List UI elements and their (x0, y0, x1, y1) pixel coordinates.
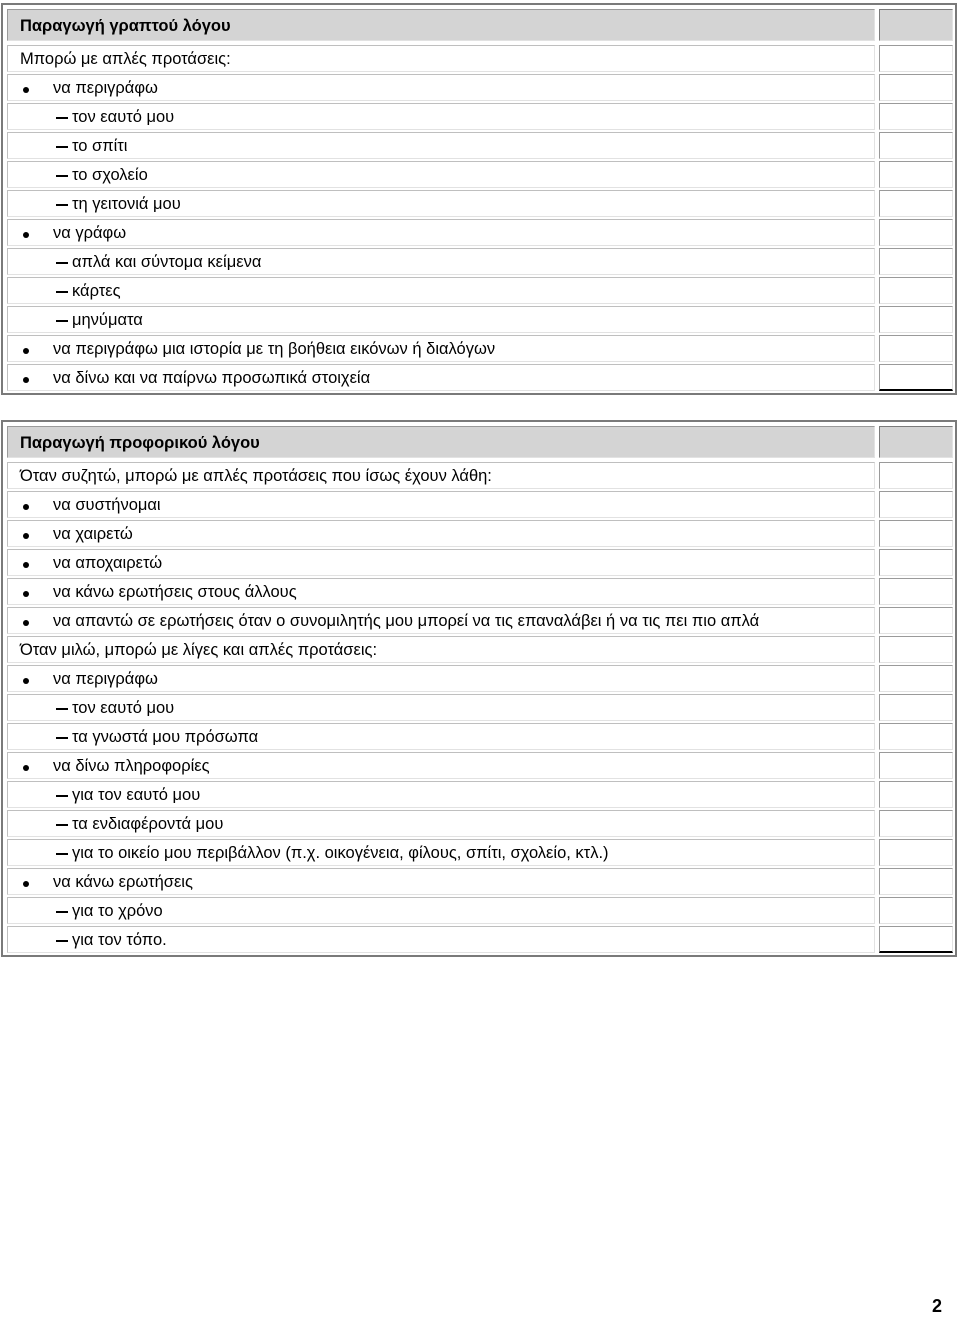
dash-icon (56, 117, 68, 119)
statement-text: τον εαυτό μου (72, 699, 175, 717)
checkbox-cell[interactable] (879, 897, 953, 924)
statement-cell (7, 926, 875, 953)
bullet-icon (23, 765, 29, 771)
statement-cell (7, 665, 875, 692)
dash-icon (56, 291, 68, 293)
statement-text: να περιγράφω (53, 79, 158, 97)
checkbox-cell[interactable] (879, 248, 953, 275)
statement-cell (7, 607, 875, 634)
checkbox-cell[interactable] (879, 462, 953, 489)
checklist-row (3, 462, 955, 491)
dash-icon (56, 911, 68, 913)
statement-text: τη γειτονιά μου (72, 195, 181, 213)
statement-text: για τον τόπο. (72, 931, 167, 949)
checkbox-cell[interactable] (879, 694, 953, 721)
checkbox-cell[interactable] (879, 74, 953, 101)
checklist-row (3, 248, 955, 277)
checklist-row (3, 839, 955, 868)
checkbox-cell[interactable] (879, 45, 953, 72)
checkbox-cell[interactable] (879, 549, 953, 576)
checkbox-cell[interactable] (879, 926, 953, 953)
header-box (879, 9, 953, 41)
checklist-row (3, 781, 955, 810)
statement-text: να δίνω και να παίρνω προσωπικά στοιχεία (53, 369, 371, 387)
statement-cell (7, 549, 875, 576)
statement-text: το σχολείο (72, 166, 148, 184)
statement-text: τα γνωστά μου πρόσωπα (72, 728, 259, 746)
bullet-icon (23, 232, 29, 238)
statement-cell (7, 335, 875, 362)
bullet-icon (23, 620, 29, 626)
checklist-row (3, 190, 955, 219)
bullet-icon (23, 533, 29, 539)
dash-icon (56, 204, 68, 206)
statement-cell (7, 636, 875, 663)
statement-text: απλά και σύντομα κείμενα (72, 253, 262, 271)
statement-text: Όταν μιλώ, μπορώ με λίγες και απλές προτάσεις: (20, 641, 378, 659)
bullet-icon (23, 504, 29, 510)
checklist-row (3, 74, 955, 103)
checkbox-cell[interactable] (879, 781, 953, 808)
checkbox-cell[interactable] (879, 868, 953, 895)
statement-text: για τον εαυτό μου (72, 786, 201, 804)
checkbox-cell[interactable] (879, 277, 953, 304)
checkbox-cell[interactable] (879, 810, 953, 837)
dash-icon (56, 708, 68, 710)
bullet-icon (23, 562, 29, 568)
statement-cell (7, 219, 875, 246)
checklist-row (3, 665, 955, 694)
statement-cell (7, 132, 875, 159)
checkbox-cell[interactable] (879, 161, 953, 188)
statement-cell (7, 248, 875, 275)
statement-text: να κάνω ερωτήσεις (53, 873, 193, 891)
dash-icon (56, 175, 68, 177)
checklist-row (3, 277, 955, 306)
checklist-row (3, 607, 955, 636)
statement-cell (7, 723, 875, 750)
statement-cell (7, 810, 875, 837)
checkbox-cell[interactable] (879, 219, 953, 246)
checkbox-cell[interactable] (879, 636, 953, 663)
statement-cell (7, 868, 875, 895)
statement-cell (7, 839, 875, 866)
statement-text: τον εαυτό μου (72, 108, 175, 126)
checklist-row (3, 132, 955, 161)
checklist-row (3, 219, 955, 248)
statement-text: να περιγράφω (53, 670, 158, 688)
checkbox-cell[interactable] (879, 578, 953, 605)
statement-text: για το χρόνο (72, 902, 163, 920)
bullet-icon (23, 348, 29, 354)
checklist-row (3, 335, 955, 364)
statement-cell (7, 190, 875, 217)
checklist-row (3, 45, 955, 74)
checklist-row (3, 103, 955, 132)
statement-cell (7, 45, 875, 72)
dash-icon (56, 940, 68, 942)
statement-cell (7, 306, 875, 333)
checkbox-cell[interactable] (879, 839, 953, 866)
checklist-row (3, 694, 955, 723)
dash-icon (56, 320, 68, 322)
dash-icon (56, 795, 68, 797)
checkbox-cell[interactable] (879, 520, 953, 547)
statement-cell (7, 752, 875, 779)
section-written-production (1, 3, 957, 395)
bullet-icon (23, 881, 29, 887)
dash-icon (56, 853, 68, 855)
checkbox-cell[interactable] (879, 491, 953, 518)
bullet-icon (23, 377, 29, 383)
checkbox-cell[interactable] (879, 723, 953, 750)
statement-text: να δίνω πληροφορίες (53, 757, 210, 775)
checklist-row (3, 636, 955, 665)
statement-text: να αποχαιρετώ (53, 554, 163, 572)
statement-text: να συστήνομαι (53, 496, 161, 514)
statement-cell (7, 520, 875, 547)
checkbox-cell[interactable] (879, 335, 953, 362)
statement-cell (7, 161, 875, 188)
statement-cell (7, 277, 875, 304)
statement-cell (7, 897, 875, 924)
checklist-row (3, 549, 955, 578)
header-box (879, 426, 953, 458)
statement-text: κάρτες (72, 282, 121, 300)
checklist-table (3, 5, 955, 393)
statement-text: να γράφω (53, 224, 127, 242)
bullet-icon (23, 87, 29, 93)
statement-text: να κάνω ερωτήσεις στους άλλους (53, 583, 297, 601)
section-header-row (3, 9, 955, 43)
statement-text: μηνύματα (72, 311, 143, 329)
checkbox-cell[interactable] (879, 103, 953, 130)
checkbox-cell[interactable] (879, 306, 953, 333)
statement-text: να χαιρετώ (53, 525, 133, 543)
section-title-cell (7, 9, 875, 41)
checklist-row (3, 868, 955, 897)
statement-cell (7, 694, 875, 721)
section-title-cell (7, 426, 875, 458)
statement-cell (7, 103, 875, 130)
dash-icon (56, 146, 68, 148)
statement-cell (7, 364, 875, 391)
statement-text: να απαντώ σε ερωτήσεις όταν ο συνομιλητής μου μπορεί να τις επαναλάβει ή να τις πει πιο απλά (53, 612, 760, 630)
checklist-row (3, 897, 955, 926)
statement-text: να περιγράφω μια ιστορία με τη βοήθεια εικόνων ή διαλόγων (53, 340, 496, 358)
statement-cell (7, 781, 875, 808)
checkbox-cell[interactable] (879, 190, 953, 217)
checklist-row (3, 752, 955, 781)
statement-text: τα ενδιαφέροντά μου (72, 815, 224, 833)
page-number: 2 (931, 1296, 942, 1316)
checklist-row (3, 810, 955, 839)
checklist-row (3, 578, 955, 607)
statement-cell (7, 462, 875, 489)
checklist-row (3, 926, 955, 955)
checkbox-cell[interactable] (879, 607, 953, 634)
section-title: Παραγωγή προφορικού λόγου (20, 434, 260, 452)
statement-text: το σπίτι (72, 137, 128, 155)
checklist-row (3, 161, 955, 190)
statement-text: Μπορώ με απλές προτάσεις: (20, 50, 231, 68)
bullet-icon (23, 678, 29, 684)
checklist-row (3, 306, 955, 335)
statement-text: για το οικείο μου περιβάλλον (π.χ. οικογένεια, φίλους, σπίτι, σχολείο, κτλ.) (72, 844, 609, 862)
checklist-row (3, 491, 955, 520)
section-header-row (3, 426, 955, 460)
dash-icon (56, 262, 68, 264)
checkbox-cell[interactable] (879, 132, 953, 159)
checkbox-cell[interactable] (879, 752, 953, 779)
checkbox-cell[interactable] (879, 364, 953, 391)
dash-icon (56, 824, 68, 826)
statement-cell (7, 578, 875, 605)
checklist-row (3, 520, 955, 549)
checkbox-cell[interactable] (879, 665, 953, 692)
checklist-row (3, 723, 955, 752)
statement-text: Όταν συζητώ, μπορώ με απλές προτάσεις που ίσως έχουν λάθη: (20, 467, 492, 485)
dash-icon (56, 737, 68, 739)
bullet-icon (23, 591, 29, 597)
statement-cell (7, 74, 875, 101)
checklist-table (3, 422, 955, 955)
section-title: Παραγωγή γραπτού λόγου (20, 17, 231, 35)
section-oral-production (1, 420, 957, 957)
checklist-row (3, 364, 955, 393)
statement-cell (7, 491, 875, 518)
